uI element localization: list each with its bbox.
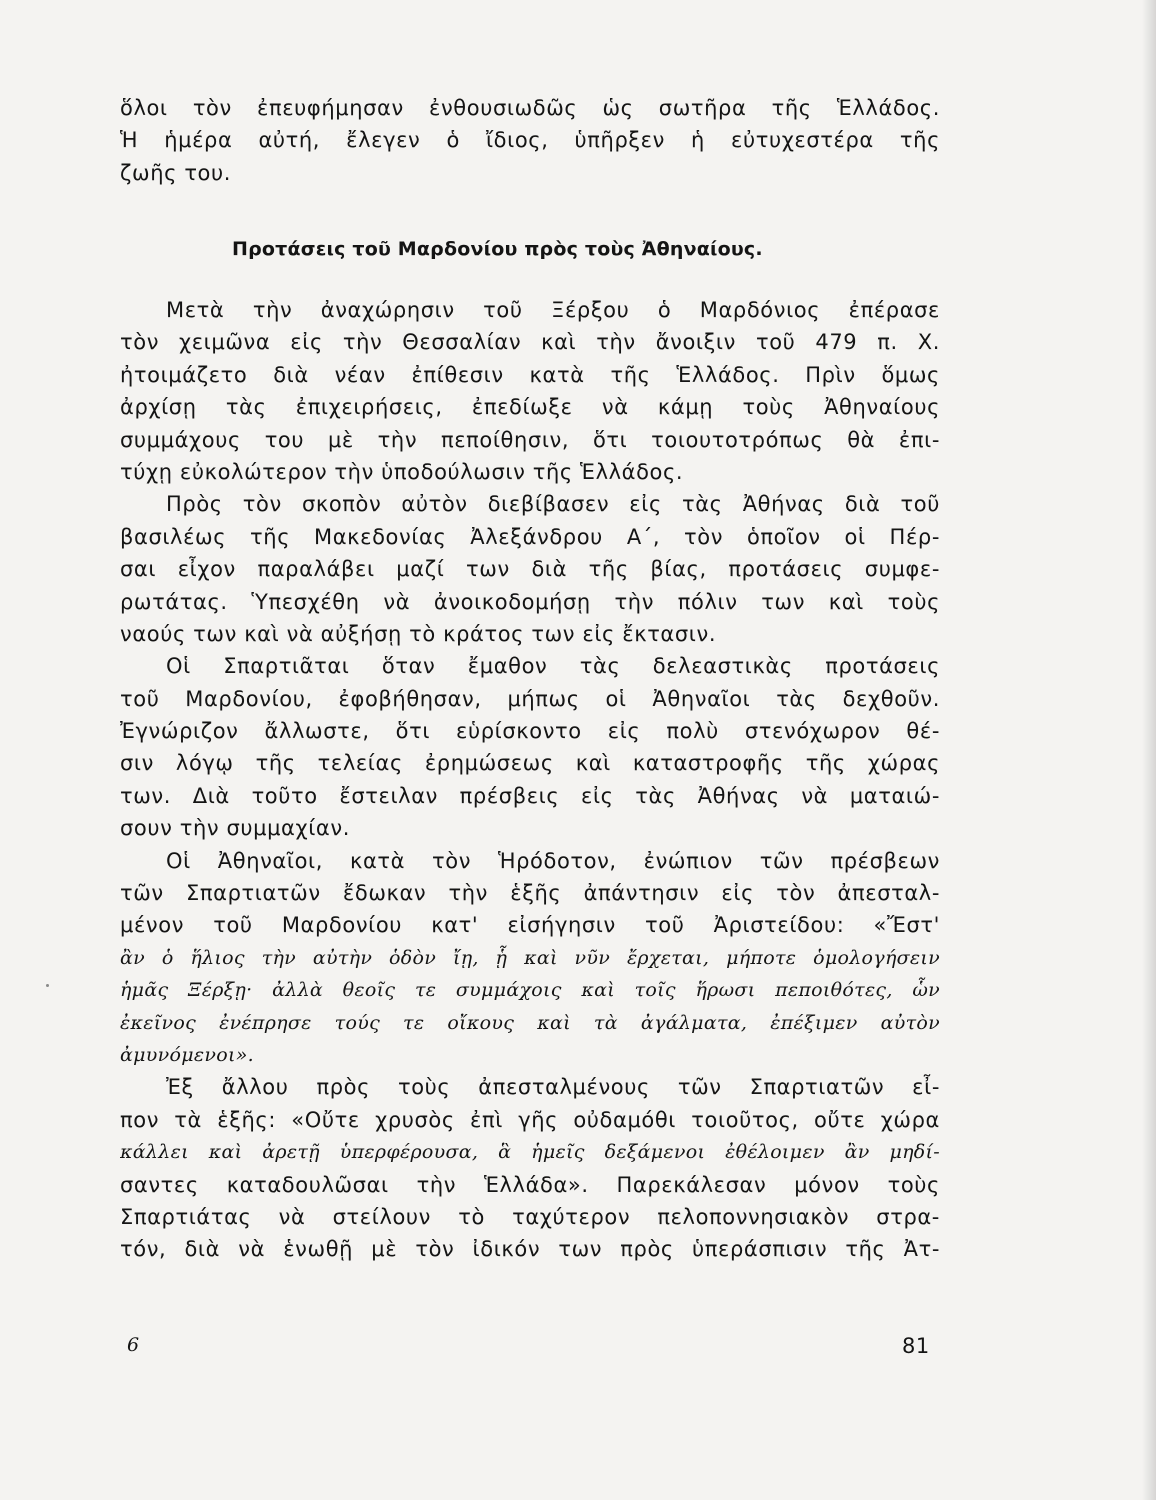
text-line: τοῦ Μαρδονίου, ἐφοβήθησαν, μήπως οἱ Ἀθηναῖοι τὰς δεχθοῦν. [120, 686, 940, 711]
quoted-line: ἐκεῖνος ἐνέπρησε τούς τε οἴκους καὶ τὰ ἀγάλματα, ἐπέξιμεν αὐτὸν [120, 1011, 940, 1034]
text-line: Ἡ ἡμέρα αὐτή, ἔλεγεν ὁ ἴδιος, ὑπῆρξεν ἡ εὐτυχεστέρα τῆς [120, 128, 940, 153]
quoted-line: ἂν ὁ ἥλιος τὴν αὐτὴν ὁδὸν ἴῃ, ᾗ καὶ νῦν ἔρχεται, μήποτε ὁμολογήσειν [120, 946, 940, 969]
quoted-line: ἡμᾶς Ξέρξῃ· ἀλλὰ θεοῖς τε συμμάχοις καὶ τοῖς ἥρωσι πεποιθότες, ὧν [120, 979, 940, 1002]
text-line: ναούς των καὶ νὰ αὐξήσῃ τὸ κράτος των εἰς ἔκτασιν. [120, 621, 717, 646]
text-line: Μετὰ τὴν ἀναχώρησιν τοῦ Ξέρξου ὁ Μαρδόνιος ἐπέρασε [166, 298, 940, 322]
page-edge-shadow [1142, 0, 1156, 1500]
text-line: συμμάχους του μὲ τὴν πεποίθησιν, ὅτι τοιουτοτρόπως θὰ ἐπι- [120, 427, 940, 452]
text-line: Σπαρτιάτας νὰ στείλουν τὸ ταχύτερον πελοποννησιακὸν στρα- [120, 1204, 940, 1229]
text-line: τῶν Σπαρτιατῶν ἔδωκαν τὴν ἑξῆς ἀπάντησιν εἰς τὸν ἀπεσταλ- [120, 881, 940, 906]
section-heading: Προτάσεις τοῦ Μαρδονίου πρὸς τοὺς Ἀθηναίους. [232, 238, 763, 260]
text-line: ὅλοι τὸν ἐπευφήμησαν ἐνθουσιωδῶς ὡς σωτῆρα τῆς Ἑλλάδος. [120, 96, 940, 120]
text-line: ἠτοιμάζετο διὰ νέαν ἐπίθεσιν κατὰ τῆς Ἑλλάδος. Πρὶν ὅμως [120, 362, 940, 387]
quoted-line: κάλλει καὶ ἀρετῇ ὑπερφέρουσα, ἃ ἡμεῖς δεξάμενοι ἐθέλοιμεν ἂν μηδί- [120, 1141, 940, 1164]
text-line: Ἐξ ἄλλου πρὸς τοὺς ἀπεσταλμένους τῶν Σπαρτιατῶν εἶ- [166, 1075, 940, 1100]
signature-mark: 6 [127, 1334, 140, 1356]
intro-paragraph [120, 92, 940, 189]
text-line: μένον τοῦ Μαρδονίου κατ' εἰσήγησιν τοῦ Ἀριστείδου: «Ἔστ' [120, 913, 940, 938]
text-line: τὸν χειμῶνα εἰς τὴν Θεσσαλίαν καὶ τὴν ἄνοιξιν τοῦ 479 π. Χ. [120, 330, 940, 355]
text-line: Οἱ Ἀθηναῖοι, κατὰ τὸν Ἡρόδοτον, ἐνώπιον τῶν πρέσβεων [166, 848, 940, 873]
text-line: Οἱ Σπαρτιᾶται ὅταν ἔμαθον τὰς δελεαστικὰς προτάσεις [166, 654, 940, 679]
quoted-line: ἀμυνόμενοι». [120, 1043, 254, 1066]
text-line: σιν λόγῳ τῆς τελείας ἐρημώσεως καὶ καταστροφῆς τῆς χώρας [120, 751, 940, 776]
margin-speck [46, 984, 49, 987]
text-line: βασιλέως τῆς Μακεδονίας Ἀλεξάνδρου Α΄, τὸν ὁποῖον οἱ Πέρ- [120, 524, 940, 549]
text-line: τύχῃ εὐκολώτερον τὴν ὑποδούλωσιν τῆς Ἑλλάδος. [120, 459, 684, 484]
text-line: σαι εἶχον παραλάβει μαζί των διὰ τῆς βίας, προτάσεις συμφε- [120, 557, 940, 582]
body-text [120, 294, 940, 1266]
text-line: ἀρχίσῃ τὰς ἐπιχειρήσεις, ἐπεδίωξε νὰ κάμῃ τοὺς Ἀθηναίους [120, 395, 940, 420]
text-line: Πρὸς τὸν σκοπὸν αὐτὸν διεβίβασεν εἰς τὰς Ἀθήνας διὰ τοῦ [166, 492, 940, 517]
page-number: 81 [902, 1334, 930, 1358]
text-line: σουν τὴν συμμαχίαν. [120, 816, 350, 841]
text-line: ρωτάτας. Ὑπεσχέθη νὰ ἀνοικοδομήσῃ τὴν πόλιν των καὶ τοὺς [120, 589, 940, 614]
text-line: τόν, διὰ νὰ ἑνωθῇ μὲ τὸν ἰδικόν των πρὸς ὑπεράσπισιν τῆς Ἀτ- [120, 1237, 940, 1262]
text-line: των. Διὰ τοῦτο ἔστειλαν πρέσβεις εἰς τὰς Ἀθήνας νὰ ματαιώ- [120, 783, 940, 808]
text-line: ζωῆς του. [120, 160, 232, 185]
text-line: σαντες καταδουλῶσαι τὴν Ἑλλάδα». Παρεκάλεσαν μόνον τοὺς [120, 1172, 940, 1197]
text-line: πον τὰ ἑξῆς: «Οὔτε χρυσὸς ἐπὶ γῆς οὐδαμόθι τοιοῦτος, οὔτε χώρα [120, 1107, 940, 1132]
text-line: Ἐγνώριζον ἄλλωστε, ὅτι εὑρίσκοντο εἰς πολὺ στενόχωρον θέ- [120, 719, 940, 744]
